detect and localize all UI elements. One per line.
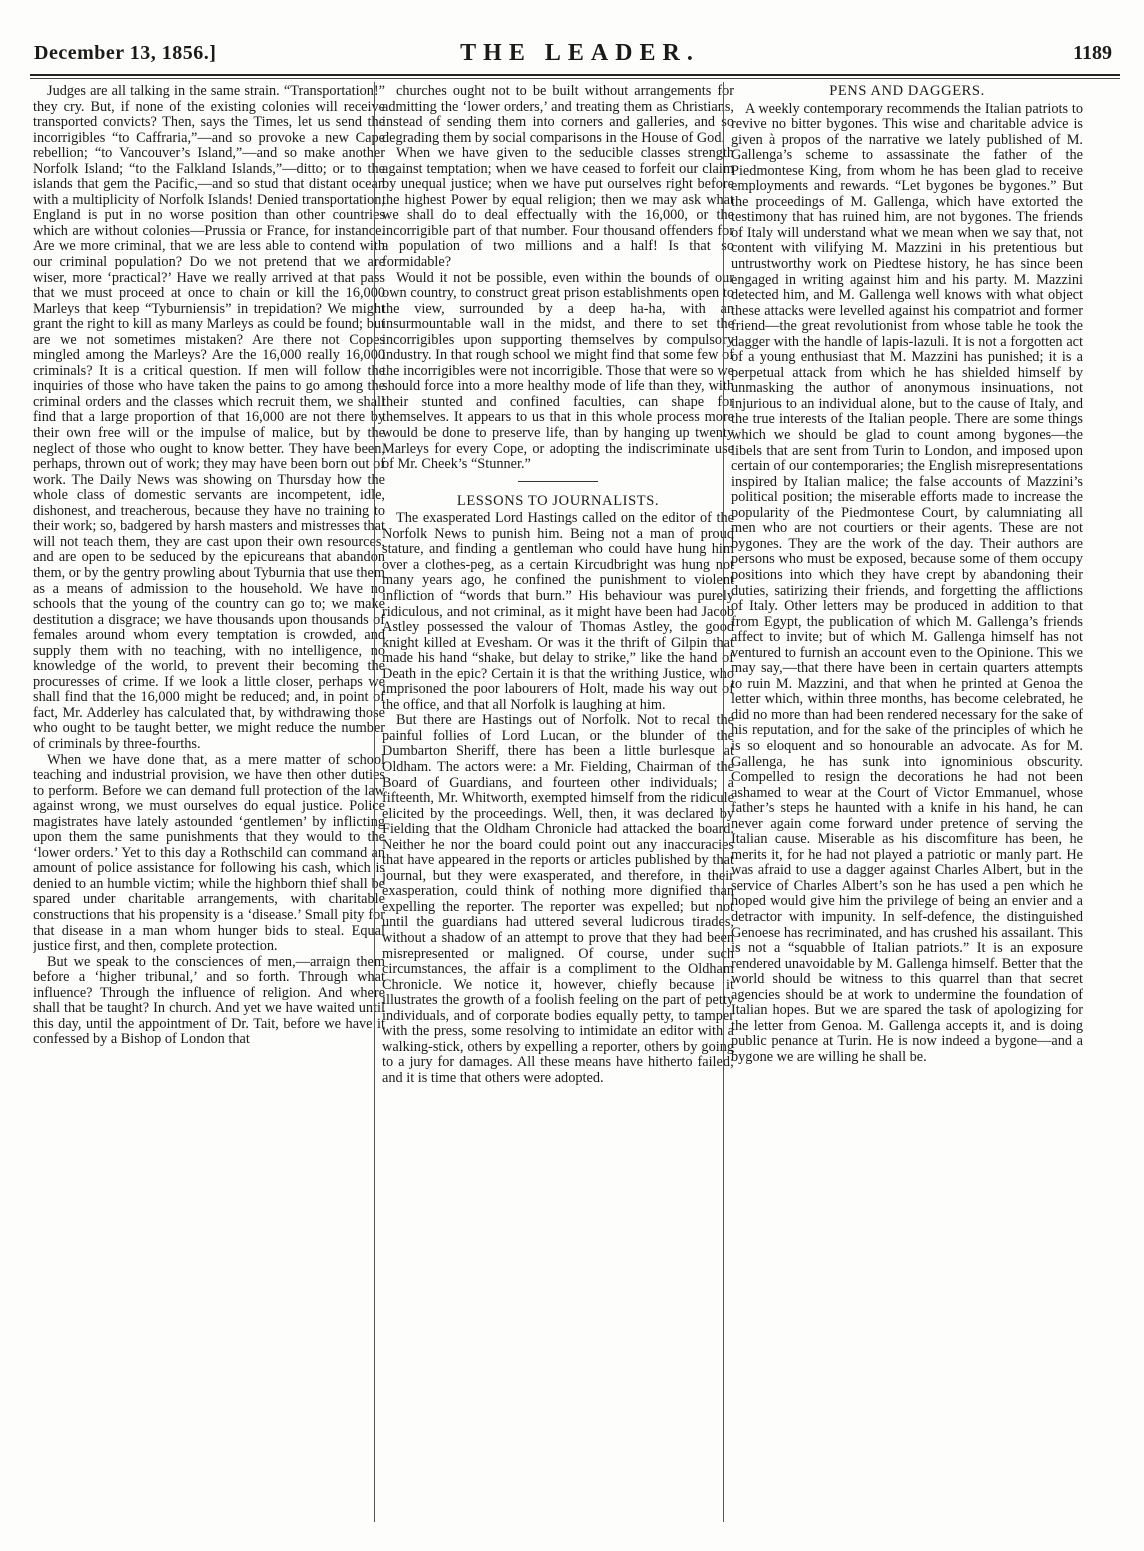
article-divider	[518, 481, 598, 482]
paragraph: But we speak to the consciences of men,—arraign them before a ‘higher tribunal,’ and so forth. Through what influence? Through the influence of religion. And where shall that be taught? In church. And yet we have waited until this day, until the appointment of Dr. Tait, before we have it confessed by a Bishop of London that	[33, 953, 385, 1048]
paragraph: The exasperated Lord Hastings called on the editor of the Norfolk News to punish him. Being not a man of proud stature, and finding a gentleman who could have hung him over a clothes-peg, as a certain Kircudbright was hung not many years ago, he confined the punishment to violent infliction of “words that burn.” His behaviour was purely ridiculous, and not criminal, as it might have been had Jacob Astley possessed the valour of Thomas Astley, the good knight killed at Evesham. Or was it the thrift of Gilpin that made his hand “shake, but delay to strike,” like the hand of Death in the epic? Certain it is that the writhing Justice, who imprisoned the poor labourers of Holt, made his way out of the office, and that all Norfolk is laughing at him.	[382, 510, 734, 713]
article-heading: PENS AND DAGGERS.	[829, 84, 985, 99]
paragraph: Judges are all talking in the same strain. “Transportation!” they cry. But, if none of the existing colonies will receive transported convicts? Then, says the Times, let us send the incorrigibles “to Caffraria,”—and so provoke a new Cape rebellion; “to Vancouver’s Island,”—and so make another Norfolk Island; “to the Falkland Islands,”—ditto; or to the islands that gem the Pacific,—and so stud that distant ocean with a multiplicity of Norfolk Islands! Denied transportation, England is put in no worse position than other countries which are without colonies—Prussia or France, for instance. Are we more criminal, that we are less able to contend with our criminal population? Do we not pretend that we are wiser, more ‘practical?’ Have we really arrived at that pass that we must proceed at once to chain or kill the 16,000 Marleys that keep “Tyburniensis” in trepidation? We might grant the right to kill as many Marleys as could be found; but are we not sometimes mistaken? Are there not Copes mingled among the Marleys? Are the 16,000 really 16,000 criminals? It is a critical question. If men will follow the inquiries of those who have taken the pains to go among the criminal orders and the classes which recruit them, we shall find that a large proportion of that 16,000 are not there by their own free will or the impulse of malice, but by the neglect of those who ought to know better. They have been, perhaps, thrown out of work; they may have been born out of work. The Daily News was showing on Thursday how the whole class of domestic servants are incompetent, idle, dishonest, and treacherous, because they have no training to their work; so, badgered by harsh masters and mistresses that will not teach them, they are cast upon their own resources, and are open to be seduced by the epicureans that abandon them, or by the gentry prowling about Tyburnia that use them as a means of admission to the household. We have no schools that the young of the country can go to; we make destitution a disgrace; we have thousands upon thousands of females around whom every temptation is crowded, and supply them with no teaching, with no intelligence, no knowledge of the world, to prevent their becoming the procuresses of crime. If we look a little closer, perhaps we shall find that the 16,000 might be reduced; and, in point of fact, Mr. Adderley has calculated that, by withdrawing those who ought to be taught better, we might reduce the number of criminals by three-fourths.	[33, 84, 385, 752]
page-number: 1189	[1073, 42, 1112, 64]
paragraph: A weekly contemporary recommends the Italian patriots to revive no bitter bygones. This wise and charitable advice is given à propos of the narrative we lately published of M. Gallenga’s scheme to assassinate the father of the Piedmontese King, from whom he has been glad to receive employments and rewards. “Let bygones be bygones.” But the proceedings of M. Gallenga, which have extorted the testimony that has ruined him, are not bygones. The friends of Italy will understand what we mean when we say that, not content with vilifying M. Mazzini in his pretentious but untrustworthy work on Piedtese history, he has since been engaged in writing against him and his party. M. Mazzini detected him, and M. Gallenga well knows with what object these attacks were levelled against his compatriot and former friend—the great revolutionist from whose table he took the dagger with the handle of lapis-lazuli. It is not a forgotten act of a young enthusiast that M. Mazzini has punished; it is a perpetual attack from which he has shielded himself by unmasking the author of anonymous insinuations, not injurious to an individual alone, but to the cause of Italy, and the true interests of the Italian people. There are some things which we should be glad to count among bygones—the libels that are sent from Turin to London, and imposed upon certain of our contemporaries; the English misrepresentations inspired by Italian malice; the false accounts of Mazzini’s political position; the miserable efforts made to increase the popularity of the Piedmontese Court, by calumniating all men who are not courtiers or their agents. These are not bygones. They are the work of the day. Their authors are persons who must be exposed, because some of them occupy positions into which they have crept by abandoning their duties, satirizing their friends, and forgetting the afflictions of Italy. Other letters may be produced in addition to that from Egypt, the publication of which M. Gallenga’s friends affect to invite; but of which M. Gallenga himself has not ventured to furnish an account even to the Opinione. This we may say,—that there have been in certain quarters attempts to ruin M. Mazzini, and that when he printed at Genoa the letter which, within three months, has become celebrated, he did no more than had been rendered necessary for the sake of his reputation, and for the sake of the principles of which he is so eloquent and so honourable an advocate. As for M. Gallenga, he has sunk into ignominious obscurity. Compelled to resign the decorations he had not been ashamed to wear at the Court of Victor Emmanuel, whose father’s steps he haunted with a knife in his hand, he can never again come forward under pretence of serving the Italian cause. Miserable as his discomfiture has been, he merits it, for he had not played a patriotic or manly part. He was afraid to use a dagger against Charles Albert, but in the service of Charles Albert’s son he has used a pen which he hoped would give him the privilege of being an envier and a detractor with impunity. In self-defence, the distinguished Genoese has recriminated, and has crushed his assailant. This is not a “squabble of Italian patriots.” It is an exposure rendered unavoidable by M. Gallenga himself. Better that the world should be witness to this quarrel than that secret agencies should be at work to undermine the foundation of Italian hopes. But we are spared the task of apologizing for the letter from Genoa. M. Gallenga accepts it, and is doing public penance at Turin. He is now indeed a bygone—and a bygone we are willing he shall be.	[731, 100, 1083, 1065]
paragraph: churches ought not to be built without arrangements for admitting the ‘lower orders,’ and treating them as Christians, instead of sending them into corners and galleries, and so degrading them by social comparisons in the House of God.	[382, 84, 734, 146]
article-heading: LESSONS TO JOURNALISTS.	[456, 492, 660, 509]
column-divider	[723, 82, 724, 1522]
column-2	[382, 84, 734, 1524]
paragraph: When we have given to the seducible classes strength against temptation; when we have ceased to forfeit our claim by unequal justice; when we have put ourselves right before the highest Power by equal religion; then we may ask what we shall do to deal effectually with the 16,000, or the incorrigible part of that number. Four thousand offenders for a population of two millions and a half! Is that so formidable?	[382, 145, 734, 271]
page-header	[30, 38, 1120, 70]
header-rule-thin	[30, 78, 1120, 79]
column-divider	[374, 82, 375, 1522]
column-3	[731, 84, 1083, 1524]
paragraph: But there are Hastings out of Norfolk. Not to recal the painful follies of Lord Lucan, or the blunder of the Dumbarton Sheriff, there has been a little burlesque at Oldham. The actors were: a Mr. Fielding, Chairman of the Board of Guardians, and fourteen other individuals; a fifteenth, Mr. Whitworth, exempted himself from the ridicule elicited by the proceedings. Well, then, it was declared by Fielding that the Oldham Chronicle had attacked the board. Neither he nor the board could point out any inaccuracies that have appeared in the reports or articles published by that journal, but they were exasperated, and therefore, in their exasperation, could think of nothing more dignified than expelling the reporter. The reporter was expelled; but not until the guardians had uttered several ludicrous tirades, without a shadow of an attempt to prove that they had been misrepresented or maligned. Of course, under such circumstances, the affair is a compliment to the Oldham Chronicle. We notice it, however, chiefly because it illustrates the growth of a foolish feeling on the part of petty individuals, and of corporate bodies equally petty, to tamper with the press, some resolving to intimidate an editor with a walking-stick, others by expelling a reporter, others by going to a jury for damages. All these means have hitherto failed; and it is time that others were adopted.	[382, 712, 734, 1086]
column-1	[33, 84, 385, 1524]
masthead-title: THE LEADER.	[460, 40, 700, 66]
paragraph: Would it not be possible, even within the bounds of our own country, to construct great prison establishments open to the view, surrounded by a deep ha-ha, with an insurmountable wall in the midst, and there to set the incorrigibles upon supporting themselves by compulsory industry. In that rough school we might find that some few of the incorrigibles were not incorrigible. Those that were so we should force into a more healthy mode of life than they, with their stunted and confined faculties, can shape for themselves. It appears to us that in this whole process more would be done to preserve life, than by hanging up twenty Marleys for every Cope, or adopting the indiscriminate use of Mr. Cheek’s “Stunner.”	[382, 269, 734, 473]
paragraph: When we have done that, as a mere matter of school teaching and industrial provision, we have then other duties to perform. Before we can demand full protection of the law against wrong, we must ourselves do equal justice. Police magistrates have lately astounded ‘gentlemen’ by inflicting upon them the same punishments that they would to the ‘lower orders.’ Yet to this day a Rothschild can command an amount of police assistance for following his cash, which is denied to an humble victim; while the highborn thief shall be spared under charitable arrangements, with charitable constructions that his propensity is a ‘disease.’ Small pity for that disease in a man whom hunger bids to steal. Equal justice first, and then, complete protection.	[33, 751, 385, 955]
issue-date: December 13, 1856.]	[34, 42, 217, 64]
header-rule	[30, 74, 1120, 76]
